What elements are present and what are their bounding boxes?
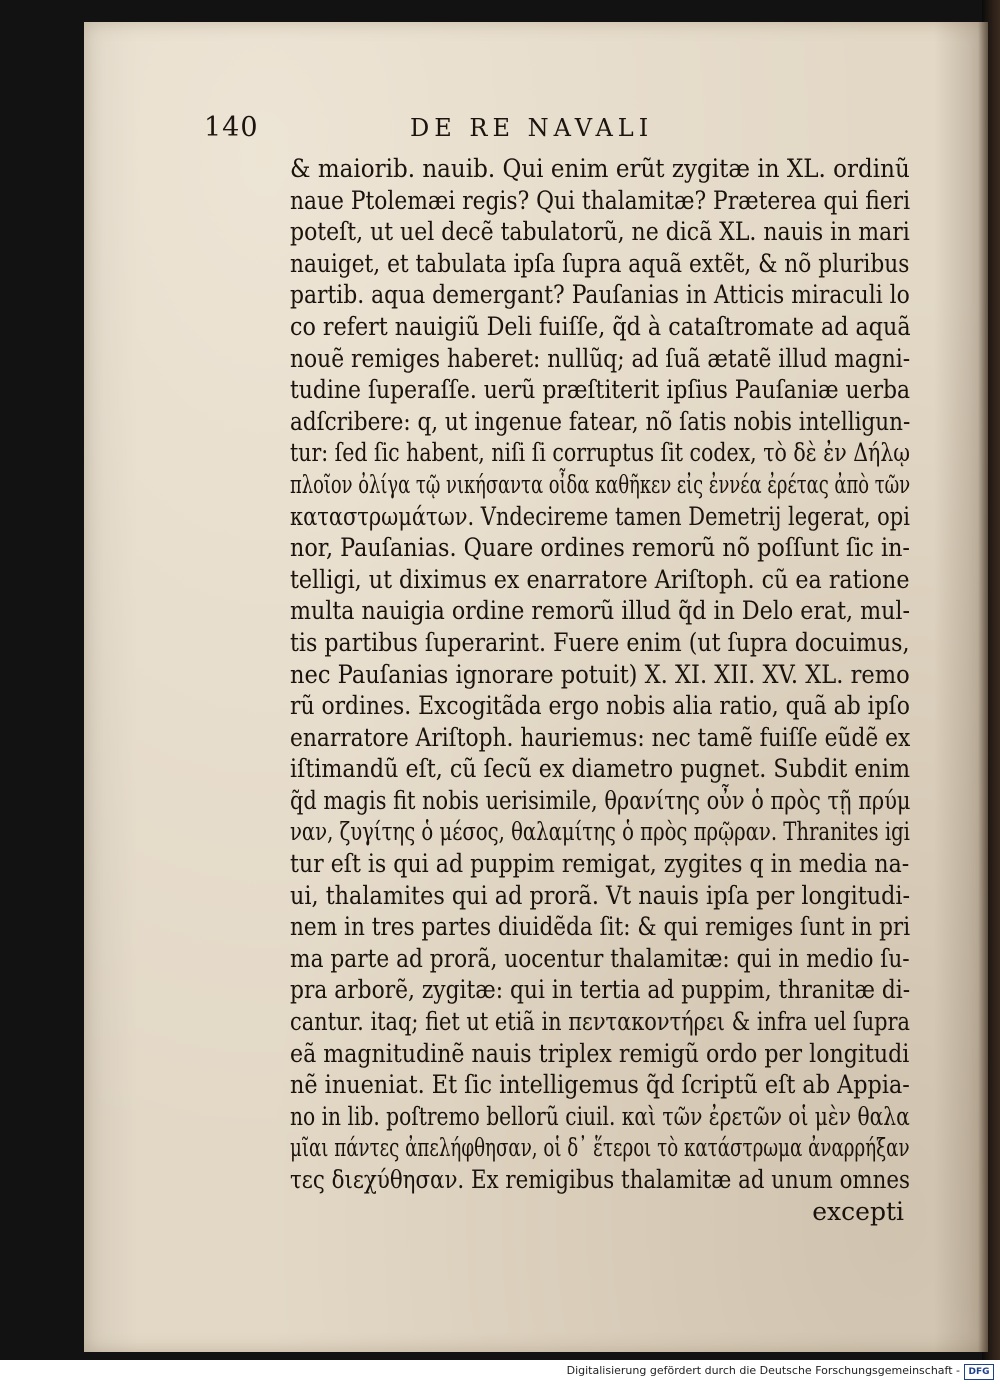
text-line: ναν, ζυγίτης ὁ μέσος, θαλαμίτης ὁ πρὸς πρῷραν. Thranites igi [290,817,910,847]
text-line: nem in tres partes diuidẽda ſit: & qui remiges ſunt in pri [290,912,911,942]
footer-bar [0,1360,1000,1384]
text-line: q̃d magis fit nobis uerisimile, θρανίτης οὖν ὁ πρὸς τῇ πρύμ [290,785,911,815]
text-line: poteſt, ut uel decẽ tabulatorũ, ne dicã XL. nauis in mari [290,217,910,247]
text-line: excepti [812,1196,904,1226]
text-line: πλοῖον ὀλίγα τῷ νικήσαντα οἶδα καθῆκεν εἰς ἐννέα ἐρέτας ἀπὸ τῶν [290,469,911,499]
dfg-logo: DFG [964,1364,994,1380]
text-line: & maiorib. nauib. Qui enim erũt zygitæ in XL. ordinũ [290,154,910,183]
page-number: 140 [204,112,259,143]
text-line: pra arborẽ, zygitæ: qui in tertia ad puppim, thranitæ di- [290,975,911,1005]
running-title: DE RE NAVALI [410,114,654,142]
text-line: eã magnitudinẽ nauis triplex remigũ ordo per longitudi [290,1038,910,1068]
digitization-credit: Digitalisierung gefördert durch die Deutsche Forschungsgemeinschaft - [566,1364,960,1377]
text-line: multa nauigia ordine remorũ illud q̃d in Delo erat, mul- [290,596,910,626]
text-line: tur eſt is qui ad puppim remigat, zygites q in media na- [290,849,910,879]
text-line: τες διεχύθησαν. Ex remigibus thalamitæ ad unum omnes [290,1165,911,1194]
text-line: naue Ptolemæi regis? Qui thalamitæ? Præterea qui fieri [290,185,911,215]
text-line: partib. aqua demergant? Pauſanias in Atticis miraculi lo [290,280,910,310]
text-line: μῖαι πάντες ἀπελήφθησαν, οἱ δ᾽ ἕτεροι τὸ κατάστρωμα ἀναρρήξαν [290,1133,910,1163]
text-line: nẽ inueniat. Et ſic intelligemus q̃d ſcriptũ eſt ab Appia- [290,1070,910,1100]
text-line: tur: ſed ſic habent, niſi ſi corruptus ſit codex, τὸ δὲ ἐν Δήλῳ [290,438,911,468]
text-line: adſcribere: q, ut ingenue fatear, nõ ſatis nobis intelligun- [290,406,911,436]
text-line: nec Pauſanias ignorare potuit) X. XI. XII. XV. XL. remo [290,659,910,689]
page-edge-shadow [978,22,988,1352]
text-line: καταστρωμάτων. Vndecireme tamen Demetrij legerat, opi [290,501,910,531]
text-line: ma parte ad prorã, uocentur thalamitæ: qui in medio ſu- [290,943,910,973]
text-line: rũ ordines. Excogitãda ergo nobis alia ratio, quã ab ipſo [290,691,910,721]
text-line: enarratore Ariſtoph. hauriemus: nec tamẽ fuiſſe eũdẽ ex [290,722,911,752]
text-line: nauiget, et tabulata ipſa ſupra aquã extẽt, & nõ pluribus [290,248,910,278]
text-line: co refert nauigiũ Deli fuiſſe, q̃d à cataſtromate ad aquã [290,311,911,341]
text-line: ui, thalamites qui ad prorã. Vt nauis ipſa per longitudi- [290,880,911,910]
page-header [204,112,764,152]
text-line: nouẽ remiges haberet: nullũq; ad ſuã ætatẽ illud magni- [290,343,911,373]
text-line: telligi, ut diximus ex enarratore Ariſtoph. cũ ea ratione [290,564,910,594]
text-line: no in lib. poſtremo bellorũ ciuil. καὶ τῶν ἐρετῶν οἱ μὲν θαλα [290,1101,910,1131]
text-line: tudine ſuperaſſe. uerũ præſtiterit ipſius Pauſaniæ uerba [290,375,911,405]
text-line: iſtimandũ eſt, cũ ſecũ ex diametro pugnet. Subdit enim [290,754,911,784]
body-text [290,153,910,1227]
text-line: nor, Pauſanias. Quare ordines remorũ nõ poſſunt ſic in- [290,533,910,563]
text-line: cantur. itaq; fiet ut etiã in πεντακοντήρει & infra uel ſupra [290,1007,911,1037]
text-line: tis partibus ſuperarint. Fuere enim (ut ſupra docuimus, [290,627,910,657]
